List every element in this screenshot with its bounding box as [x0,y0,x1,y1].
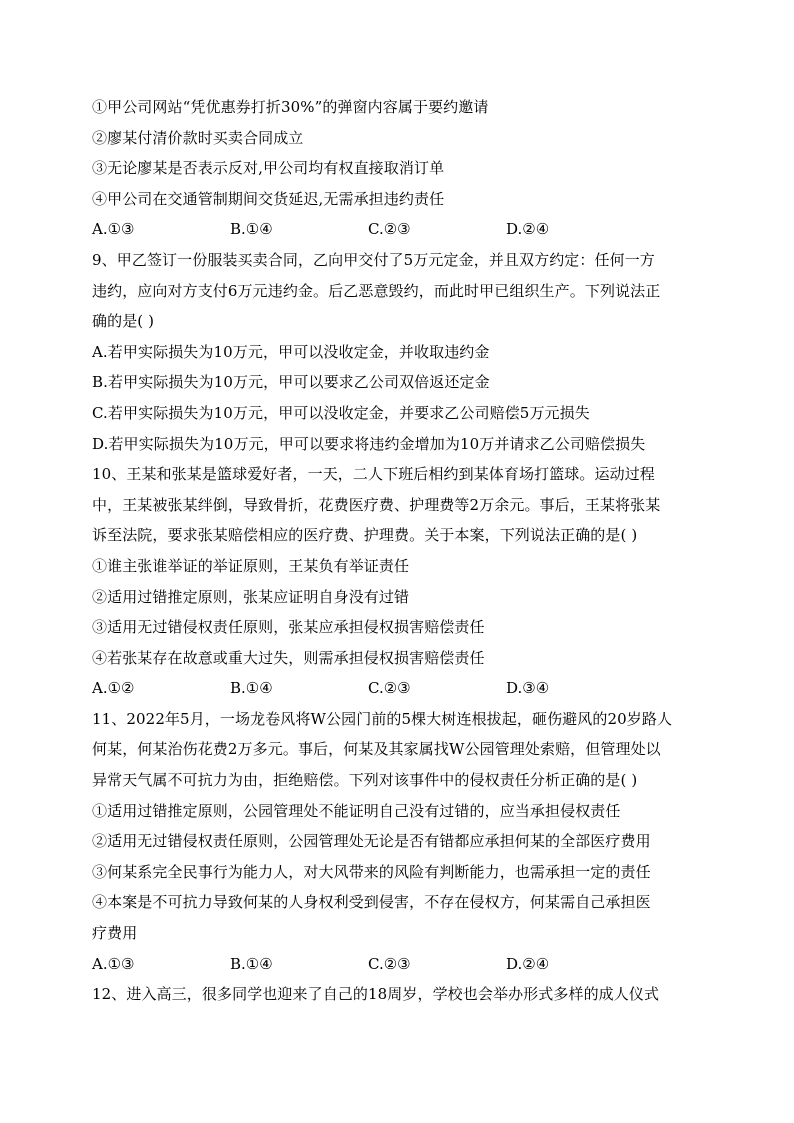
q11-item-1: ①适用过错推定原则，公园管理处不能证明自己没有过错的，应当承担侵权责任 [92,801,621,820]
q11-item-2: ②适用无过错侵权责任原则，公园管理处无论是否有错都应承担何某的全部医疗费用 [92,832,651,851]
q10-option-c: C.②③ [368,679,411,698]
q11-stem-line-3: 异常天气属不可抗力为由，拒绝赔偿。下列对该事件中的侵权责任分析正确的是( ) [92,771,638,790]
q11-item-4: ④本案是不可抗力导致何某的人身权利受到侵害，不存在侵权方，何某需自己承担医 [92,893,651,912]
q9-stem-line-3: 确的是( ) [92,312,155,331]
q9-choice-c: C.若甲实际损失为10万元，甲可以没收定金，并要求乙公司赔偿5万元损失 [92,403,590,422]
q9-stem-line-2: 违约，应向对方支付6万元违约金。后乙恶意毁约，而此时甲已组织生产。下列说法正 [92,281,661,300]
q8-option-b: B.①④ [230,220,273,239]
q11-option-b: B.①④ [230,954,273,973]
q10-item-1: ①谁主张谁举证的举证原则，王某负有举证责任 [92,556,410,575]
q10-option-d: D.③④ [506,679,550,698]
q8-item-3: ③无论廖某是否表示反对,甲公司均有权直接取消订单 [92,159,445,178]
q10-option-b: B.①④ [230,679,273,698]
question-12 [92,979,712,1010]
q8-options [92,214,712,245]
q9-choice-b: B.若甲实际损失为10万元，甲可以要求乙公司双倍返还定金 [92,373,490,392]
question-9 [92,245,712,459]
q8-item-2: ②廖某付清价款时买卖合同成立 [92,128,304,147]
question-11 [92,704,712,949]
q10-item-4: ④若张某存在故意或重大过失，则需承担侵权损害赔偿责任 [92,648,485,667]
q12-stem-line-1: 12、进入高三，很多同学也迎来了自己的18周岁，学校也会举办形式多样的成人仪式 [92,985,660,1004]
q10-item-2: ②适用过错推定原则，张某应证明自身没有过错 [92,587,410,606]
q10-item-3: ③适用无过错侵权责任原则，张某应承担侵权损害赔偿责任 [92,618,485,637]
q10-stem-line-1: 10、王某和张某是篮球爱好者，一天，二人下班后相约到某体育场打篮球。运动过程 [92,465,655,484]
q8-option-d: D.②④ [506,220,550,239]
q10-option-a: A.①② [92,679,135,698]
q11-option-a: A.①③ [92,954,135,973]
q11-option-c: C.②③ [368,954,411,973]
document-page [92,92,712,1010]
q10-stem-line-3: 诉至法院，要求张某赔偿相应的医疗费、护理费。关于本案，下列说法正确的是( ) [92,526,638,545]
q10-stem-line-2: 中，王某被张某绊倒，导致骨折，花费医疗费、护理费等2万余元。事后，王某将张某 [92,495,661,514]
q10-options [92,673,712,704]
q11-stem-line-1: 11、2022年5月，一场龙卷风将W公园门前的5棵大树连根拔起，砸伤避风的20岁路人 [92,709,673,728]
q11-options [92,949,712,980]
q8-item-1: ①甲公司网站“凭优惠券打折30%”的弹窗内容属于要约邀请 [92,98,489,116]
q8-option-a: A.①③ [92,220,135,239]
question-10 [92,459,712,673]
q9-stem-line-1: 9、甲乙签订一份服装买卖合同，乙向甲交付了5万元定金，并且双方约定：任何一方 [92,250,655,269]
q9-choice-d: D.若甲实际损失为10万元，甲可以要求将违约金增加为10万并请求乙公司赔偿损失 [92,434,646,453]
question-8-items [92,92,712,214]
q8-item-4: ④甲公司在交通管制期间交货延迟,无需承担违约责任 [92,189,445,208]
q11-item-3: ③何某系完全民事行为能力人，对大风带来的风险有判断能力，也需承担一定的责任 [92,862,651,881]
q11-option-d: D.②④ [506,954,550,973]
q9-choice-a: A.若甲实际损失为10万元，甲可以没收定金，并收取违约金 [92,342,490,361]
q11-stem-line-2: 何某，何某治伤花费2万多元。事后，何某及其家属找W公园管理处索赔，但管理处以 [92,740,661,759]
q11-item-4-continued: 疗费用 [92,924,138,943]
q8-option-c: C.②③ [368,220,411,239]
